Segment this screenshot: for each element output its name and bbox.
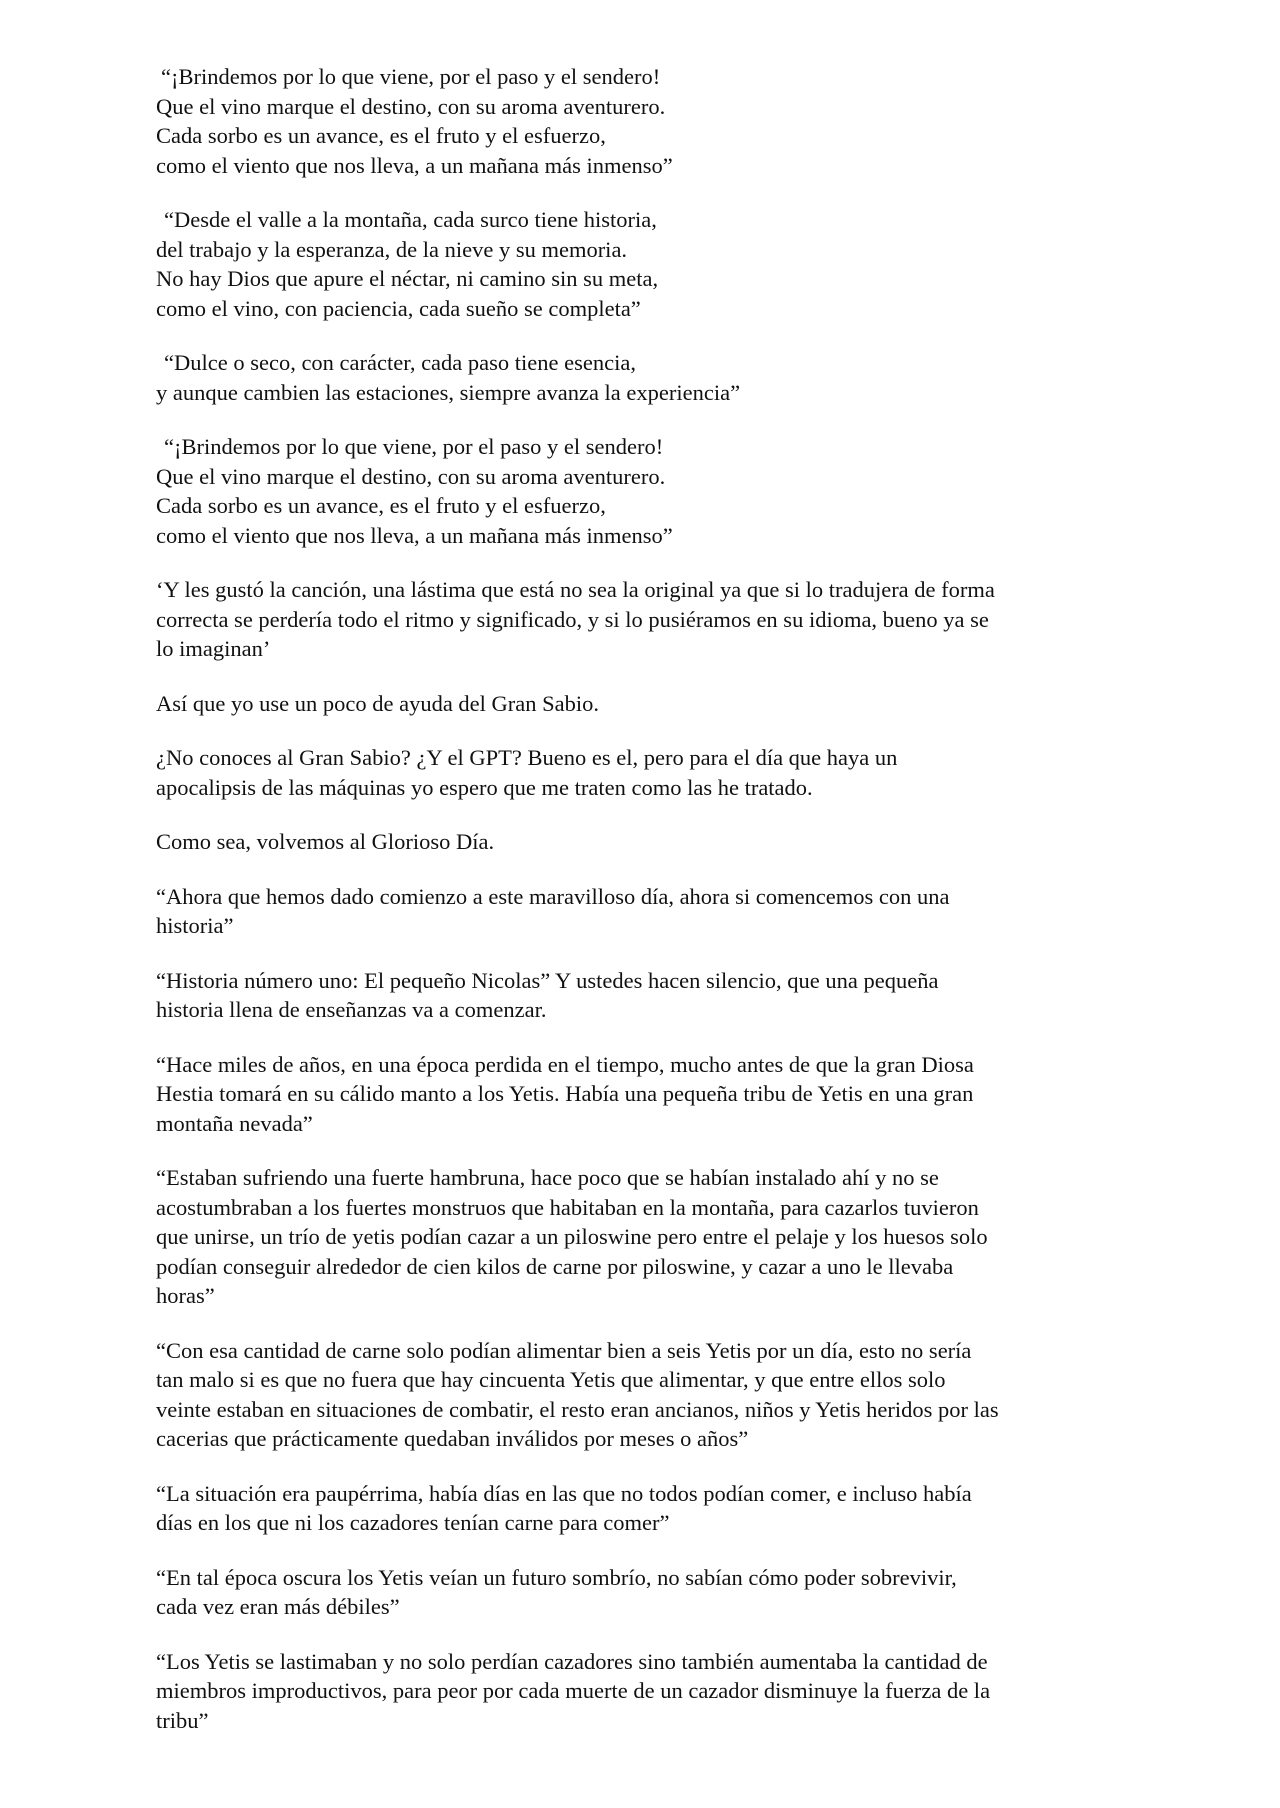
paragraph [156,827,1156,857]
paragraph-line: correcta se perdería todo el ritmo y significado, y si lo pusiéramos en su idioma, bueno ya se [156,606,989,632]
stanza-line: Cada sorbo es un avance, es el fruto y el esfuerzo, [156,123,606,148]
paragraph-line: miembros improductivos, para peor por cada muerte de un cazador disminuye la fuerza de la [156,1678,991,1703]
paragraph-line: “Historia número uno: El pequeño Nicolas” Y ustedes hacen silencio, que una pequeña [156,967,939,993]
paragraph-line: cacerias que prácticamente quedaban inválidos por meses o años” [156,1426,749,1451]
stanza-line: Que el vino marque el destino, con su aroma aventurero. [156,463,666,489]
paragraph-line: “Ahora que hemos dado comienzo a este maravilloso día, ahora si comencemos con una [156,883,950,909]
paragraph-line: Así que yo use un poco de ayuda del Gran Sabio. [156,690,600,716]
paragraph-line: lo imaginan’ [156,636,271,661]
document-page [156,62,1156,1760]
paragraph [156,1163,1156,1311]
stanza-line: como el viento que nos lleva, a un mañana más inmenso” [156,152,673,178]
paragraph-line: días en los que ni los cazadores tenían carne para comer” [156,1510,670,1535]
paragraph-line: veinte estaban en situaciones de combatir, el resto eran ancianos, niños y Yetis heridos por las [156,1396,999,1422]
stanza-line: Cada sorbo es un avance, es el fruto y el esfuerzo, [156,493,606,518]
paragraph-line: “Los Yetis se lastimaban y no solo perdían cazadores sino también aumentaba la cantidad de [156,1648,988,1674]
paragraph-line: historia” [156,913,234,938]
stanza-line: “Desde el valle a la montaña, cada surco tiene historia, [164,207,657,232]
paragraph-line: historia llena de enseñanzas va a comenzar. [156,997,547,1022]
paragraph-line: acostumbraban a los fuertes monstruos que habitaban en la montaña, para cazarlos tuvieron [156,1194,979,1220]
stanza-line: como el vino, con paciencia, cada sueño se completa” [156,295,641,321]
paragraph-line: “Con esa cantidad de carne solo podían alimentar bien a seis Yetis por un día, esto no sería [156,1337,972,1363]
paragraph-line: Como sea, volvemos al Glorioso Día. [156,829,495,854]
paragraph [156,1336,1156,1454]
paragraph [156,575,1156,664]
paragraph-line: montaña nevada” [156,1110,313,1136]
paragraph-line: tribu” [156,1707,209,1733]
stanza-line: “¡Brindemos por lo que viene, por el paso y el sendero! [161,64,661,89]
paragraph-line: apocalipsis de las máquinas yo espero que me traten como las he tratado. [156,774,813,800]
stanza-line: No hay Dios que apure el néctar, ni camino sin su meta, [156,266,659,291]
paragraph-line: que unirse, un trío de yetis podían cazar a un piloswine pero entre el pelaje y los huesos solo [156,1224,988,1249]
paragraph [156,1563,1156,1622]
paragraph-line: “Hace miles de años, en una época perdida en el tiempo, mucho antes de que la gran Diosa [156,1051,974,1077]
paragraph [156,743,1156,802]
stanza-line: como el viento que nos lleva, a un mañana más inmenso” [156,522,673,548]
paragraph-line: ‘Y les gustó la canción, una lástima que está no sea la original ya que si lo tradujera de forma [156,577,995,602]
paragraph-line: ¿No conoces al Gran Sabio? ¿Y el GPT? Bueno es el, pero para el día que haya un [156,745,898,770]
paragraph-line: cada vez eran más débiles” [156,1594,400,1619]
song-stanza [156,205,1156,323]
paragraph-line: tan malo si es que no fuera que hay cincuenta Yetis que alimentar, y que entre ellos solo [156,1367,946,1392]
paragraph-line: “Estaban sufriendo una fuerte hambruna, hace poco que se habían instalado ahí y no se [156,1165,939,1190]
song-stanza [156,432,1156,550]
stanza-line: “Dulce o seco, con carácter, cada paso tiene esencia, [164,350,636,375]
paragraph [156,1647,1156,1736]
paragraph [156,1050,1156,1139]
paragraph [156,882,1156,941]
stanza-line: y aunque cambien las estaciones, siempre avanza la experiencia” [156,379,741,405]
paragraph-line: “En tal época oscura los Yetis veían un futuro sombrío, no sabían cómo poder sobrevivir, [156,1564,957,1590]
paragraph [156,966,1156,1025]
paragraph-line: horas” [156,1283,215,1308]
stanza-line: Que el vino marque el destino, con su aroma aventurero. [156,93,666,119]
stanza-line: “¡Brindemos por lo que viene, por el paso y el sendero! [164,434,664,459]
song-stanza [156,348,1156,407]
paragraph-line: “La situación era paupérrima, había días en las que no todos podían comer, e incluso había [156,1480,972,1506]
paragraph-line: podían conseguir alrededor de cien kilos de carne por piloswine, y cazar a uno le llevaba [156,1253,954,1279]
song-stanza [156,62,1156,180]
stanza-line: del trabajo y la esperanza, de la nieve y su memoria. [156,236,628,262]
paragraph-line: Hestia tomará en su cálido manto a los Yetis. Había una pequeña tribu de Yetis en una gran [156,1081,974,1106]
paragraph [156,1479,1156,1538]
paragraph [156,689,1156,719]
